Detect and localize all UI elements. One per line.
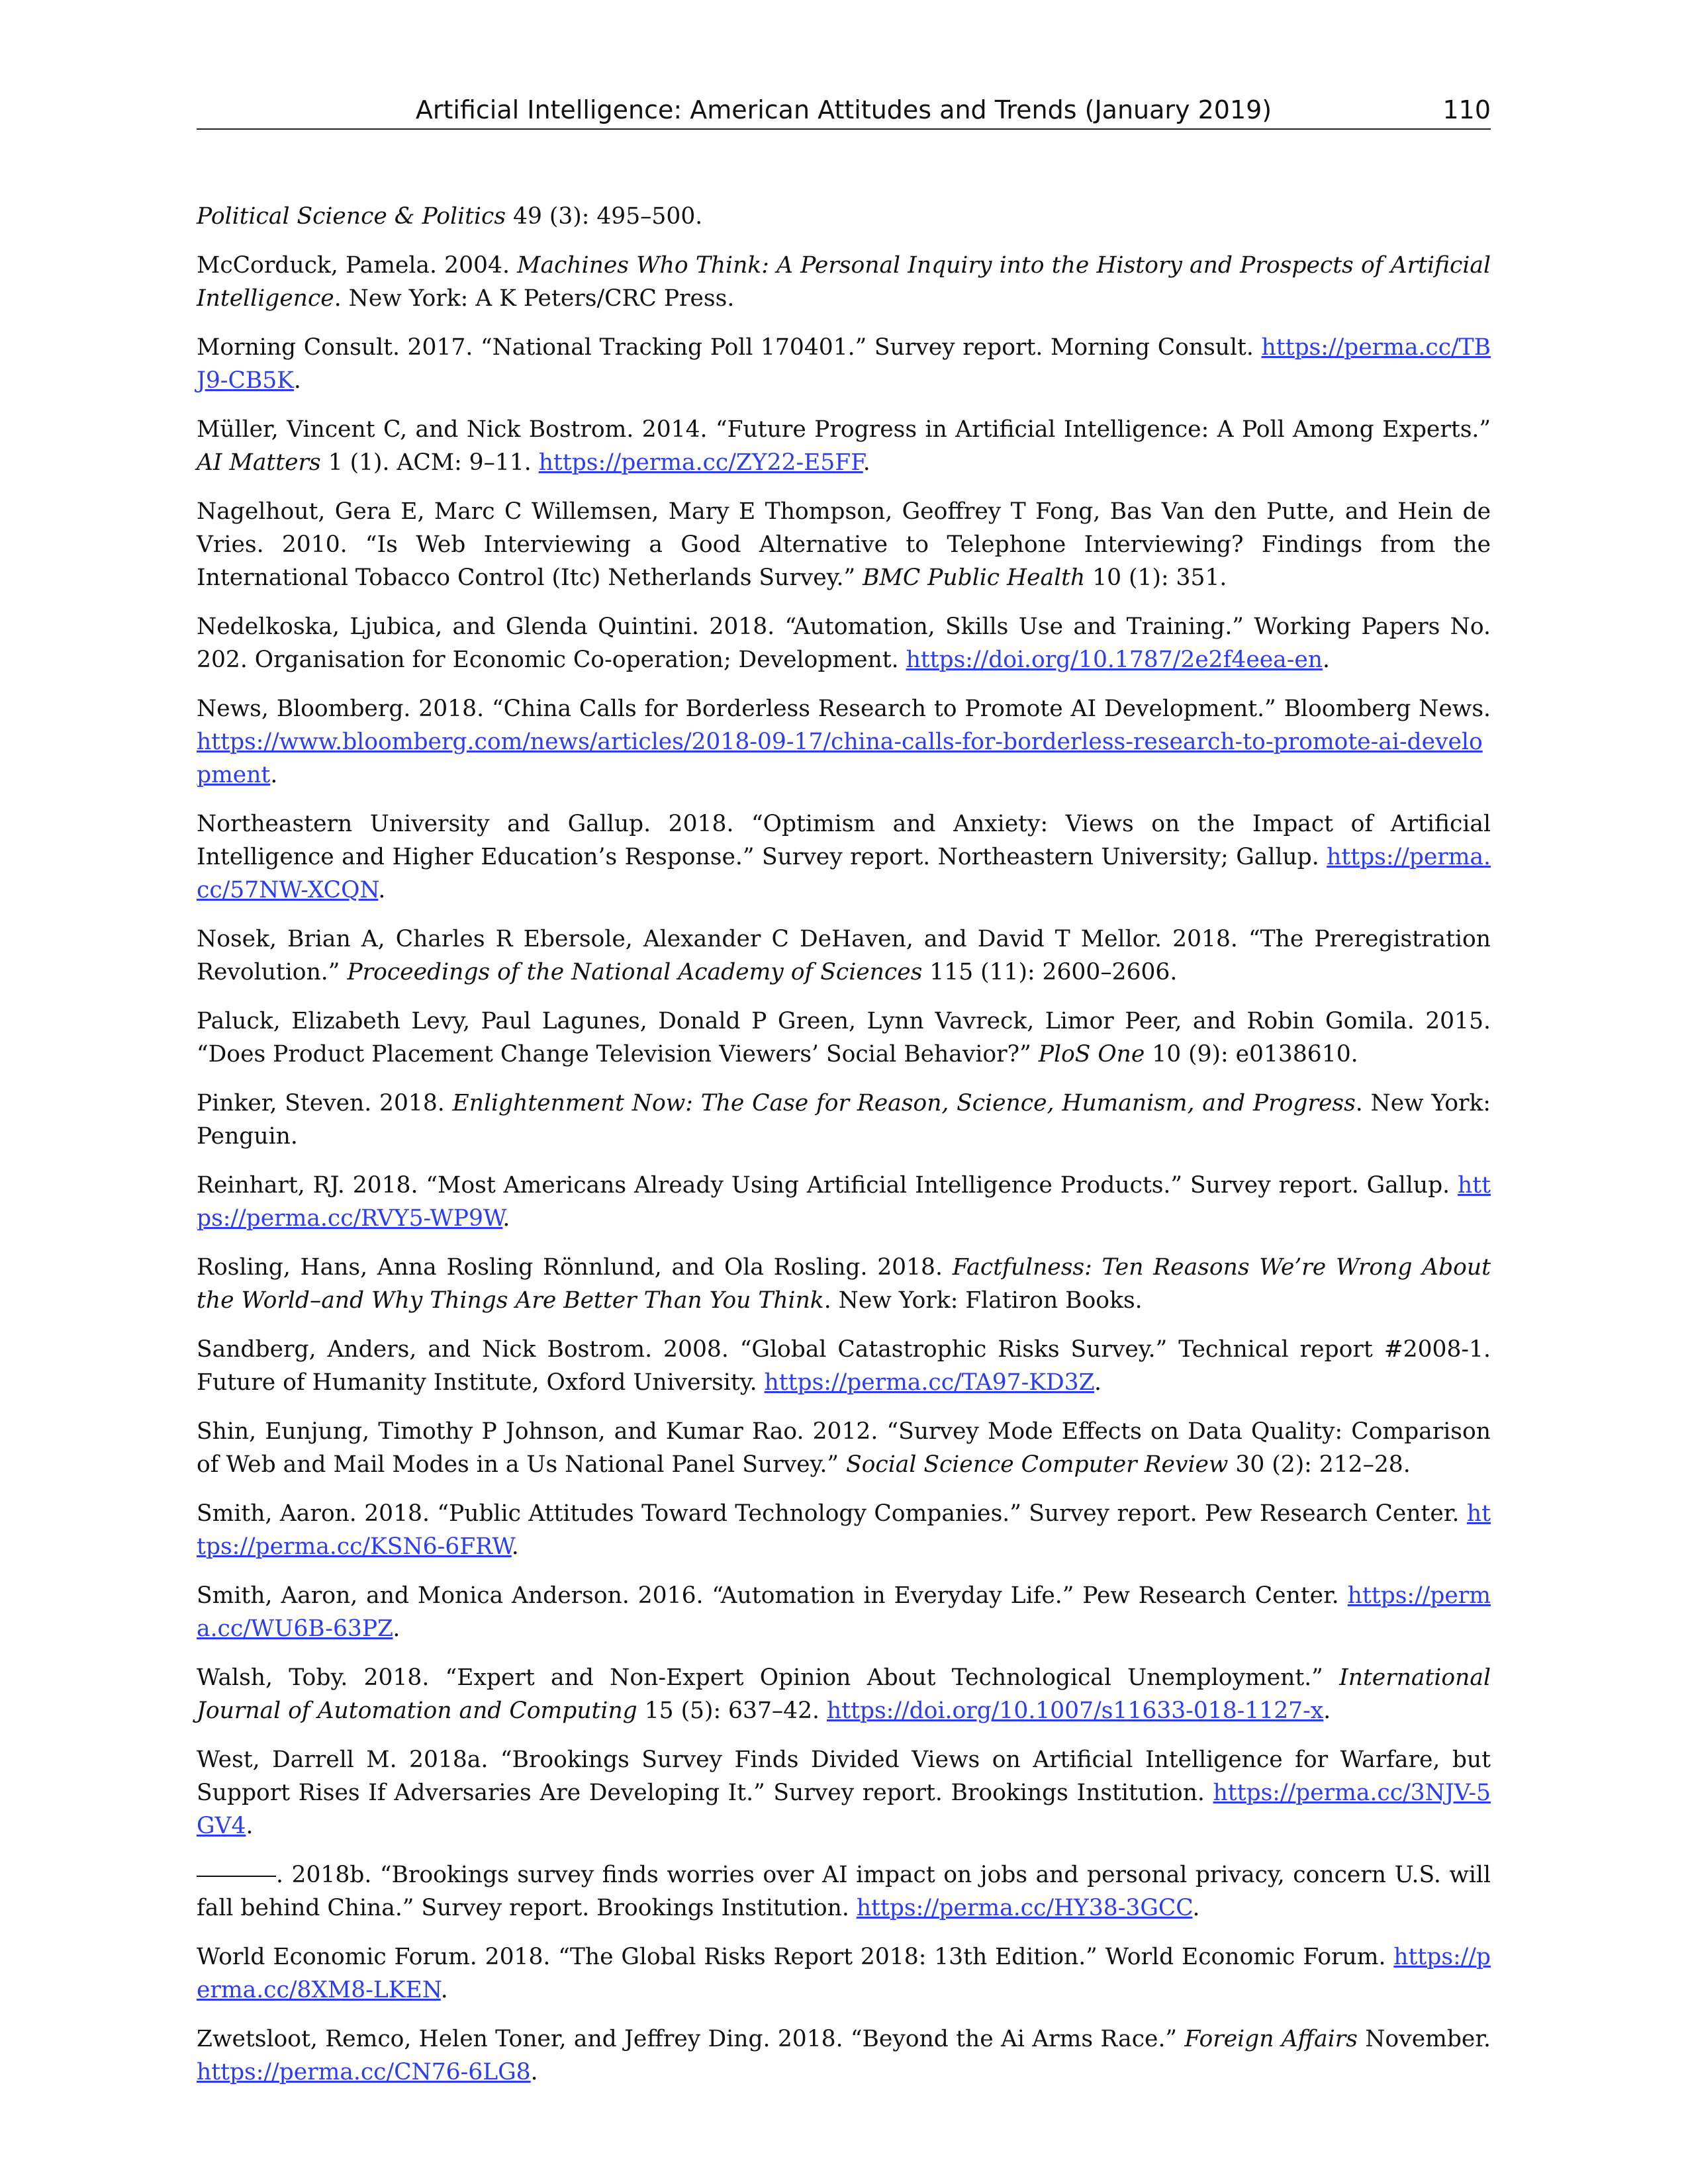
reference-source-title: Machines Who Think: A Personal Inquiry into the History and Prospects of Artificial Intelligence — [197, 252, 1491, 312]
reference-end-punct: . — [393, 1615, 400, 1642]
reference-entry — [197, 1661, 1491, 1727]
reference-source-title: PloS One — [1038, 1041, 1145, 1068]
reference-text-tail: 10 (1): 351. — [1085, 565, 1227, 591]
reference-text: McCorduck, Pamela. 2004. — [197, 252, 518, 279]
reference-text: World Economic Forum. 2018. “The Global Risks Report 2018: 13th Edition.” World Economic Forum. — [197, 1944, 1394, 1970]
reference-link[interactable]: https://perma.cc/RVY5-WP9W — [197, 1172, 1491, 1232]
reference-end-punct: . — [270, 762, 278, 788]
reference-text: Nosek, Brian A, Charles R Ebersole, Alexander C DeHaven, and David T Mellor. 2018. “The Preregistration Revolution.” — [197, 926, 1491, 985]
reference-entry — [197, 1005, 1491, 1071]
reference-end-punct: . — [1094, 1369, 1102, 1396]
reference-link[interactable]: https://perma.cc/KSN6-6FRW — [197, 1500, 1491, 1560]
reference-source-title: Proceedings of the National Academy of Sciences — [347, 959, 923, 985]
reference-entry — [197, 1579, 1491, 1645]
reference-list — [197, 200, 1491, 2105]
reference-text-tail: November. — [1357, 2026, 1491, 2052]
reference-end-punct: . — [530, 2059, 538, 2085]
reference-entry — [197, 1169, 1491, 1235]
reference-source-title: International Journal of Automation and Computing — [197, 1664, 1491, 1724]
reference-source-title: BMC Public Health — [863, 565, 1086, 591]
reference-end-punct: . — [378, 877, 386, 903]
reference-entry — [197, 1333, 1491, 1399]
reference-entry — [197, 1743, 1491, 1843]
reference-source-title: Political Science & Politics — [197, 203, 506, 230]
reference-end-punct: . — [502, 1205, 510, 1232]
reference-text-tail: 1 (1). ACM: 9–11. — [320, 449, 539, 476]
reference-link[interactable]: https://doi.org/10.1787/2e2f4eea-en — [906, 647, 1323, 673]
reference-link[interactable]: https://perma.cc/3NJV-5GV4 — [197, 1780, 1491, 1839]
reference-end-punct: . — [246, 1813, 254, 1839]
reference-text-tail: . New York: Penguin. — [197, 1090, 1491, 1150]
reference-entry — [197, 1858, 1491, 1925]
same-author-dash — [197, 1876, 276, 1877]
reference-text: Smith, Aaron, and Monica Anderson. 2016. “Automation in Everyday Life.” Pew Research Center. — [197, 1582, 1348, 1609]
reference-text-tail: 15 (5): 637–42. — [637, 1698, 827, 1724]
reference-text-tail: 49 (3): 495–500. — [506, 203, 703, 230]
reference-text-tail: 115 (11): 2600–2606. — [922, 959, 1178, 985]
reference-text-tail: 30 (2): 212–28. — [1228, 1451, 1411, 1478]
page-number: 110 — [1442, 95, 1491, 124]
reference-text: Shin, Eunjung, Timothy P Johnson, and Kumar Rao. 2012. “Survey Mode Effects on Data Quality: Comparison of Web and Mail Modes in a Us National Panel Survey.” — [197, 1418, 1491, 1478]
reference-text: Sandberg, Anders, and Nick Bostrom. 2008. “Global Catastrophic Risks Survey.” Technical report #2008-1. Future of Humanity Institute, Oxford University. — [197, 1336, 1491, 1396]
reference-link[interactable]: https://doi.org/10.1007/s11633-018-1127-x — [826, 1698, 1324, 1724]
reference-text-tail: 10 (9): e0138610. — [1145, 1041, 1358, 1068]
reference-text: Nedelkoska, Ljubica, and Glenda Quintini. 2018. “Automation, Skills Use and Training.” Working Papers No. 202. Organisation for Economic Co-operation; Development. — [197, 614, 1491, 673]
reference-end-punct: . — [1192, 1895, 1200, 1921]
reference-entry — [197, 692, 1491, 792]
reference-text-tail: . New York: Flatiron Books. — [823, 1287, 1143, 1314]
reference-text: Zwetsloot, Remco, Helen Toner, and Jeffrey Ding. 2018. “Beyond the Ai Arms Race.” — [197, 2026, 1185, 2052]
reference-end-punct: . — [1323, 647, 1330, 673]
reference-link[interactable]: https://perma.cc/8XM8-LKEN — [197, 1944, 1491, 2003]
reference-entry — [197, 413, 1491, 479]
reference-text: Smith, Aaron. 2018. “Public Attitudes Toward Technology Companies.” Survey report. Pew Research Center. — [197, 1500, 1467, 1527]
reference-end-punct: . — [440, 1977, 448, 2003]
reference-entry — [197, 923, 1491, 989]
reference-source-title: Factfulness: Ten Reasons We’re Wrong About the World–and Why Things Are Better Than You Think — [197, 1254, 1491, 1314]
reference-source-title: Enlightenment Now: The Case for Reason, Science, Humanism, and Progress — [452, 1090, 1356, 1116]
reference-source-title: Social Science Computer Review — [845, 1451, 1229, 1478]
reference-text: Paluck, Elizabeth Levy, Paul Lagunes, Donald P Green, Lynn Vavreck, Limor Peer, and Robin Gomila. 2015. “Does Product Placement Change Television Viewers’ Social Behavior?” — [197, 1008, 1491, 1068]
reference-entry — [197, 331, 1491, 397]
reference-link[interactable]: https://perma.cc/TA97-KD3Z — [764, 1369, 1094, 1396]
reference-end-punct: . — [511, 1533, 519, 1560]
reference-source-title: AI Matters — [197, 449, 321, 476]
reference-link[interactable]: https://perma.cc/TBJ9-CB5K — [197, 334, 1491, 394]
reference-text: Morning Consult. 2017. “National Tracking Poll 170401.” Survey report. Morning Consult. — [197, 334, 1262, 361]
reference-entry — [197, 1497, 1491, 1563]
reference-entry — [197, 1415, 1491, 1481]
running-title: Artificial Intelligence: American Attitudes and Trends (January 2019) — [415, 95, 1272, 124]
reference-link[interactable]: https://www.bloomberg.com/news/articles/2018-09-17/china-calls-for-borderless-research-to-promote-ai-development — [197, 729, 1483, 788]
reference-text: Northeastern University and Gallup. 2018. “Optimism and Anxiety: Views on the Impact of Artificial Intelligence and Higher Education’s Response.” Survey report. Northeastern University; Gallup. — [197, 811, 1491, 870]
reference-text: Rosling, Hans, Anna Rosling Rönnlund, and Ola Rosling. 2018. — [197, 1254, 953, 1281]
reference-text: Müller, Vincent C, and Nick Bostrom. 2014. “Future Progress in Artificial Intelligence: A Poll Among Experts.” — [197, 416, 1491, 443]
reference-entry — [197, 1251, 1491, 1317]
reference-text: News, Bloomberg. 2018. “China Calls for Borderless Research to Promote AI Development.” Bloomberg News. — [197, 696, 1491, 722]
reference-text: West, Darrell M. 2018a. “Brookings Survey Finds Divided Views on Artificial Intelligence for Warfare, but Support Rises If Adversaries Are Developing It.” Survey report. Brookings Institution. — [197, 1747, 1491, 1806]
reference-entry — [197, 1087, 1491, 1153]
reference-text: . 2018b. “Brookings survey finds worries over AI impact on jobs and personal privacy, concern U.S. will fall behind China.” Survey report. Brookings Institution. — [197, 1862, 1491, 1921]
reference-text-tail: . New York: A K Peters/CRC Press. — [334, 285, 735, 312]
reference-entry — [197, 200, 1491, 233]
reference-source-title: Foreign Affairs — [1184, 2026, 1358, 2052]
reference-entry — [197, 249, 1491, 315]
reference-link[interactable]: https://perma.cc/ZY22-E5FF — [538, 449, 863, 476]
reference-text: Reinhart, RJ. 2018. “Most Americans Already Using Artificial Intelligence Products.” Survey report. Gallup. — [197, 1172, 1458, 1199]
reference-link[interactable]: https://perma.cc/WU6B-63PZ — [197, 1582, 1491, 1642]
reference-entry — [197, 807, 1491, 907]
page-header — [197, 90, 1491, 130]
reference-entry — [197, 495, 1491, 594]
reference-end-punct: . — [293, 367, 301, 394]
reference-text: Walsh, Toby. 2018. “Expert and Non-Expert Opinion About Technological Unemployment.” — [197, 1664, 1340, 1691]
reference-end-punct: . — [1323, 1698, 1331, 1724]
reference-end-punct: . — [863, 449, 870, 476]
reference-entry — [197, 610, 1491, 676]
reference-entry — [197, 1940, 1491, 2007]
reference-link[interactable]: https://perma.cc/57NW-XCQN — [197, 844, 1491, 903]
reference-link[interactable]: https://perma.cc/HY38-3GCC — [856, 1895, 1193, 1921]
reference-entry — [197, 2023, 1491, 2089]
reference-text: Nagelhout, Gera E, Marc C Willemsen, Mary E Thompson, Geoffrey T Fong, Bas Van den Putte, and Hein de Vries. 2010. “Is Web Interviewing a Good Alternative to Telephone Interviewing? Findings from the International Tobacco Control (Itc) Netherlands Survey.” — [197, 498, 1491, 591]
reference-text: Pinker, Steven. 2018. — [197, 1090, 453, 1116]
reference-link[interactable]: https://perma.cc/CN76-6LG8 — [197, 2059, 531, 2085]
